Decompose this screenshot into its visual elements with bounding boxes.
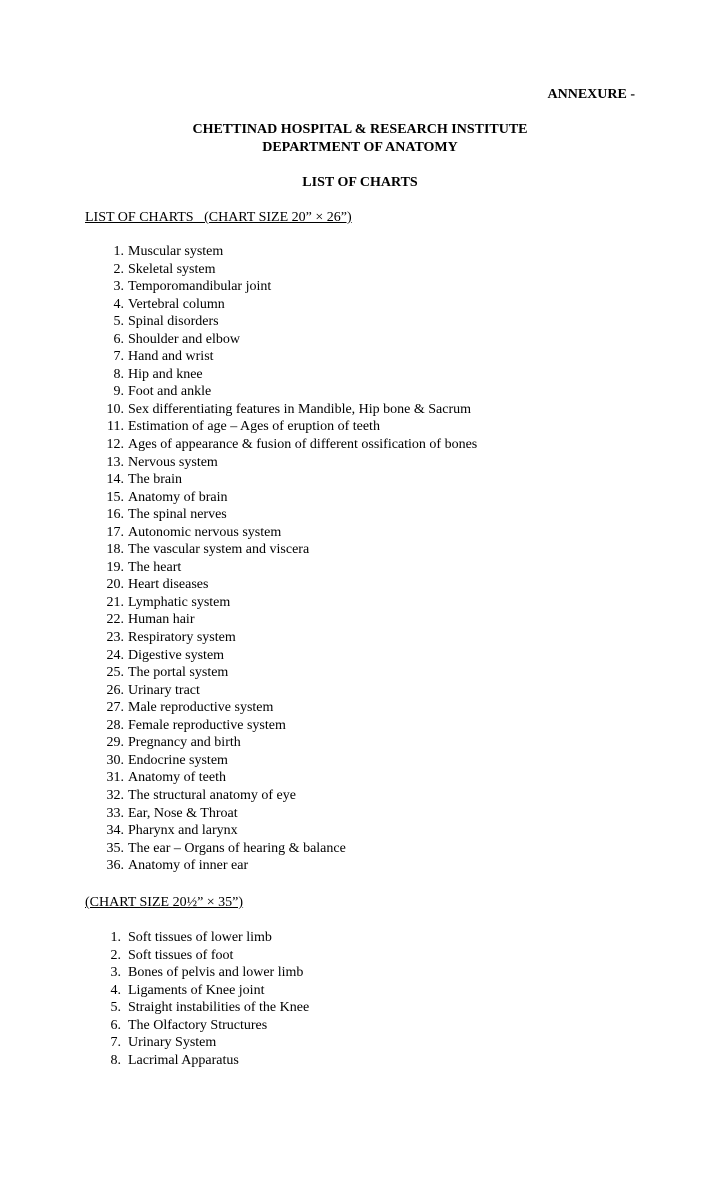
item-text: Endocrine system [128,752,228,768]
item-text: Anatomy of brain [128,489,228,505]
item-text: The heart [128,559,182,575]
item-text: Sex differentiating features in Mandible, Hip bone & Sacrum [128,401,472,417]
item-number: 2. [113,261,124,277]
item-text: Anatomy of teeth [128,770,226,786]
item-text: Pharynx and larynx [128,823,238,839]
item-number: 2. [110,947,121,963]
item-number: 33. [106,805,124,821]
item-number: 12. [106,437,124,453]
item-text: Nervous system [128,454,218,470]
item-text: Anatomy of inner ear [128,858,249,874]
item-text: Vertebral column [128,296,225,312]
item-number: 4. [110,982,121,998]
item-number: 25. [106,665,124,681]
item-number: 19. [106,559,124,575]
item-text: Temporomandibular joint [128,279,272,295]
item-number: 1. [113,244,124,259]
item-text: The vascular system and viscera [128,542,310,558]
item-text: The brain [128,472,183,488]
item-text: Female reproductive system [128,717,286,733]
item-number: 15. [106,489,124,505]
item-text: Soft tissues of lower limb [128,930,272,945]
item-text: Foot and ankle [128,384,212,400]
list-title: LIST OF CHARTS [302,175,418,190]
item-number: 31. [106,770,124,786]
item-text: Ligaments of Knee joint [128,982,265,998]
item-number: 7. [110,1035,121,1051]
item-number: 36. [106,858,124,874]
item-number: 11. [107,419,124,435]
item-number: 23. [106,630,124,646]
item-text: The portal system [128,665,229,681]
item-number: 3. [113,279,124,295]
item-number: 30. [106,752,124,768]
item-number: 27. [106,700,124,716]
item-number: 28. [106,717,124,733]
item-text: Ear, Nose & Throat [128,805,238,821]
item-text: Heart diseases [128,577,209,593]
item-text: The Olfactory Structures [128,1017,268,1033]
annexure-label: ANNEXURE - [547,87,635,102]
item-number: 20. [106,577,124,593]
item-text: Hip and knee [128,366,203,382]
document-header [0,121,720,157]
item-text: The ear – Organs of hearing & balance [128,840,346,856]
item-text: Respiratory system [128,630,236,646]
item-number: 16. [106,507,124,523]
item-number: 7. [113,349,124,365]
item-text: Male reproductive system [128,700,274,716]
item-text: Spinal disorders [128,314,219,330]
item-number: 5. [110,1000,121,1016]
item-number: 26. [106,682,124,698]
item-text: Soft tissues of foot [128,947,234,963]
item-number: 6. [113,331,124,347]
item-number: 21. [106,594,124,610]
item-number: 34. [106,823,124,839]
item-number: 10. [106,401,124,417]
item-text: Skeletal system [128,261,216,277]
item-text: Straight instabilities of the Knee [128,1000,310,1016]
item-text: Autonomic nervous system [128,524,282,540]
item-text: The spinal nerves [128,507,227,523]
item-number: 5. [113,314,124,330]
item-text: Urinary tract [128,682,200,698]
section2-heading: (CHART SIZE 20½” × 35”) [85,895,244,910]
item-text: Urinary System [128,1035,217,1051]
item-text: Digestive system [128,647,225,663]
item-number: 35. [106,840,124,856]
item-text: Muscular system [128,244,224,259]
item-text: Lacrimal Apparatus [128,1052,239,1068]
item-number: 6. [110,1017,121,1033]
item-number: 13. [106,454,124,470]
item-text: Hand and wrist [128,349,214,365]
item-text: The structural anatomy of eye [128,787,296,803]
institution-name: CHETTINAD HOSPITAL & RESEARCH INSTITUTE [192,122,528,137]
item-text: Lymphatic system [128,594,231,610]
item-number: 1. [110,930,121,945]
item-number: 18. [106,542,124,558]
section1-heading: LIST OF CHARTS (CHART SIZE 20” × 26”) [85,210,352,225]
item-number: 3. [110,965,121,981]
item-text: Bones of pelvis and lower limb [128,965,304,981]
item-text: Estimation of age – Ages of eruption of teeth [128,419,380,435]
item-number: 14. [106,472,124,488]
item-number: 8. [113,366,124,382]
item-text: Ages of appearance & fusion of different ossification of bones [128,437,478,453]
item-number: 4. [113,296,124,312]
item-number: 29. [106,735,124,751]
item-text: Human hair [128,612,195,628]
item-text: Pregnancy and birth [128,735,241,751]
item-number: 8. [110,1052,121,1068]
item-number: 32. [106,787,124,803]
item-number: 9. [113,384,124,400]
item-number: 22. [106,612,124,628]
department-name: DEPARTMENT OF ANATOMY [262,140,458,155]
item-text: Shoulder and elbow [128,331,240,347]
item-number: 17. [106,524,124,540]
item-number: 24. [106,647,124,663]
